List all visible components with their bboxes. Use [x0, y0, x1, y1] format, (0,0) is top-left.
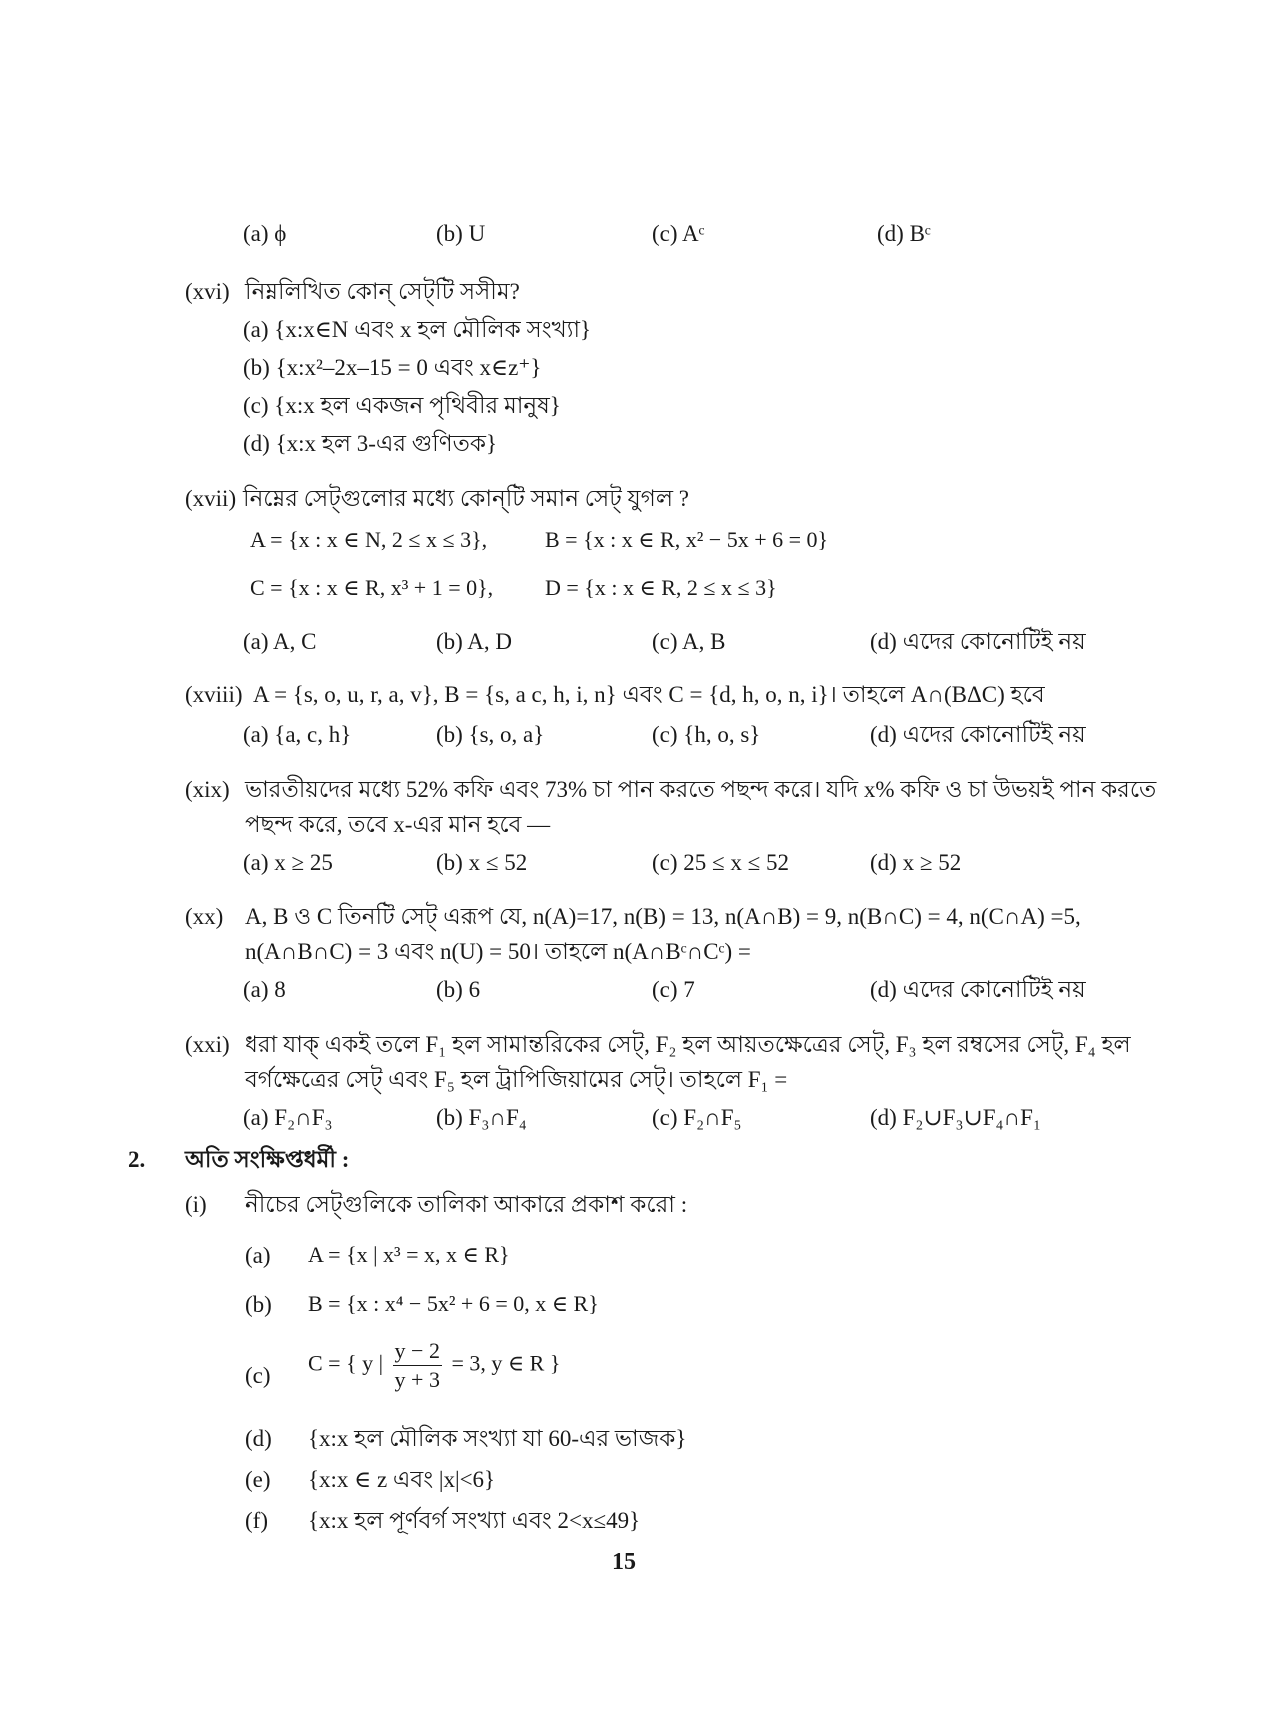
section-number: 2.	[128, 1147, 146, 1172]
q20-number: (xx)	[185, 904, 224, 929]
item-d-label: (d)	[245, 1426, 272, 1451]
subquestion-number: (i)	[185, 1192, 207, 1217]
subquestion-text: নীচের সেট্‌গুলিকে তালিকা আকারে প্রকাশ করো :	[245, 1192, 688, 1217]
q19-option-b: (b) x ≤ 52	[436, 850, 528, 875]
q20-option-c: (c) 7	[652, 977, 695, 1002]
item-c-set	[308, 1340, 560, 1391]
q16-option-c: (c) {x:x হল একজন পৃথিবীর মানুষ}	[243, 393, 561, 418]
q19-option-a: (a) x ≥ 25	[243, 850, 333, 875]
q19-text-line1: ভারতীয়দের মধ্যে 52% কফি এবং 73% চা পান করতে পছন্দ করে। যদি x% কফি ও চা উভয়ই পান করতে	[245, 777, 1157, 802]
section-title: অতি সংক্ষিপ্তধর্মী :	[185, 1147, 350, 1172]
q19-option-d: (d) x ≥ 52	[870, 850, 962, 875]
item-b-set: B = {x : x⁴ − 5x² + 6 = 0, x ∈ R}	[308, 1291, 599, 1316]
q20-option-a: (a) 8	[243, 977, 286, 1002]
q18-option-b: (b) {s, o, a}	[436, 722, 545, 747]
q16-option-a: (a) {x:x∈N এবং x হল মৌলিক সংখ্যা}	[243, 317, 592, 342]
item-b-label: (b)	[245, 1292, 272, 1317]
item-c-prefix: C = { y |	[308, 1350, 384, 1376]
q17-set-c: C = {x : x ∈ R, x³ + 1 = 0},	[250, 575, 494, 600]
q19-option-c: (c) 25 ≤ x ≤ 52	[652, 850, 790, 875]
q19-text-line2: পছন্দ করে, তবে x-এর মান হবে —	[245, 812, 551, 837]
item-c-denominator: y + 3	[394, 1367, 440, 1392]
q21-option-c: (c) F₂∩F₅	[652, 1105, 742, 1130]
prev-option-a: (a) ϕ	[243, 221, 287, 246]
q16-text: নিম্নলিখিত কোন্ সেট্‌টি সসীম?	[245, 279, 520, 304]
item-a-set: A = {x | x³ = x, x ∈ R}	[308, 1242, 510, 1267]
q20-text-line1: A, B ও C তিনটি সেট্‌ এরূপ যে, n(A)=17, n(B) = 13, n(A∩B) = 9, n(B∩C) = 4, n(C∩A) =5,	[245, 904, 1081, 929]
q18-option-c: (c) {h, o, s}	[652, 722, 761, 747]
q19-number: (xix)	[185, 777, 230, 802]
q18-text: A = {s, o, u, r, a, v}, B = {s, a c, h, i, n} এবং C = {d, h, o, n, i}। তাহলে A∩(BΔC) হবে	[253, 682, 1045, 707]
item-c-suffix: = 3, y ∈ R }	[451, 1350, 561, 1376]
q21-text-line2: বর্গক্ষেত্রের সেট্‌ এবং F₅ হল ট্রাপিজিয়ামের সেট্‌। তাহলে F₁ =	[245, 1067, 788, 1092]
q21-option-a: (a) F₂∩F₃	[243, 1105, 333, 1130]
q20-option-d: (d) এদের কোনোটিই নয়	[870, 977, 1086, 1002]
q20-text-line2: n(A∩B∩C) = 3 এবং n(U) = 50। তাহলে n(A∩Bᶜ∩Cᶜ) =	[245, 939, 751, 964]
q18-option-d: (d) এদের কোনোটিই নয়	[870, 722, 1086, 747]
item-f-label: (f)	[245, 1508, 268, 1533]
q16-number: (xvi)	[185, 279, 230, 304]
q18-option-a: (a) {a, c, h}	[243, 722, 352, 747]
item-e-label: (e)	[245, 1467, 271, 1492]
q17-option-c: (c) A, B	[652, 629, 726, 654]
q18-number: (xviii)	[185, 682, 243, 707]
q17-number: (xvii)	[185, 486, 237, 511]
q17-text: নিম্নের সেট্‌গুলোর মধ্যে কোন্‌টি সমান সেট্‌ যুগল ?	[243, 486, 689, 511]
q17-option-a: (a) A, C	[243, 629, 317, 654]
prev-option-b: (b) U	[436, 221, 486, 246]
q16-option-d: (d) {x:x হল 3-এর গুণিতক}	[243, 431, 498, 456]
prev-option-d: (d) Bᶜ	[877, 221, 931, 246]
q17-option-d: (d) এদের কোনোটিই নয়	[870, 629, 1086, 654]
q17-set-d: D = {x : x ∈ R, 2 ≤ x ≤ 3}	[545, 575, 777, 600]
item-e-set: {x:x ∈ z এবং |x|<6}	[308, 1467, 496, 1492]
q21-option-b: (b) F₃∩F₄	[436, 1105, 527, 1130]
item-f-set: {x:x হল পূর্ণবর্গ সংখ্যা এবং 2<x≤49}	[308, 1508, 641, 1533]
item-a-label: (a)	[245, 1243, 271, 1268]
q21-text-line1: ধরা যাক্‌ একই তলে F₁ হল সামান্তরিকের সেট্‌, F₂ হল আয়তক্ষেত্রের সেট্‌, F₃ হল রম্বসের সেট্‌, F₄ হল	[245, 1032, 1131, 1057]
item-c-fraction	[393, 1340, 442, 1391]
q20-option-b: (b) 6	[436, 977, 481, 1002]
q17-set-b: B = {x : x ∈ R, x² − 5x + 6 = 0}	[545, 527, 829, 552]
item-c-numerator: y − 2	[393, 1340, 442, 1366]
item-d-set: {x:x হল মৌলিক সংখ্যা যা 60-এর ভাজক}	[308, 1426, 687, 1451]
q16-option-b: (b) {x:x²–2x–15 = 0 এবং x∈z⁺}	[243, 355, 542, 380]
item-c-label: (c)	[245, 1363, 271, 1388]
page-number: 15	[612, 1549, 636, 1575]
q21-number: (xxi)	[185, 1032, 230, 1057]
q21-option-d: (d) F₂∪F₃∪F₄∩F₁	[870, 1105, 1041, 1130]
prev-option-c: (c) Aᶜ	[652, 221, 705, 246]
q17-option-b: (b) A, D	[436, 629, 513, 654]
q17-set-a: A = {x : x ∈ N, 2 ≤ x ≤ 3},	[250, 527, 488, 552]
